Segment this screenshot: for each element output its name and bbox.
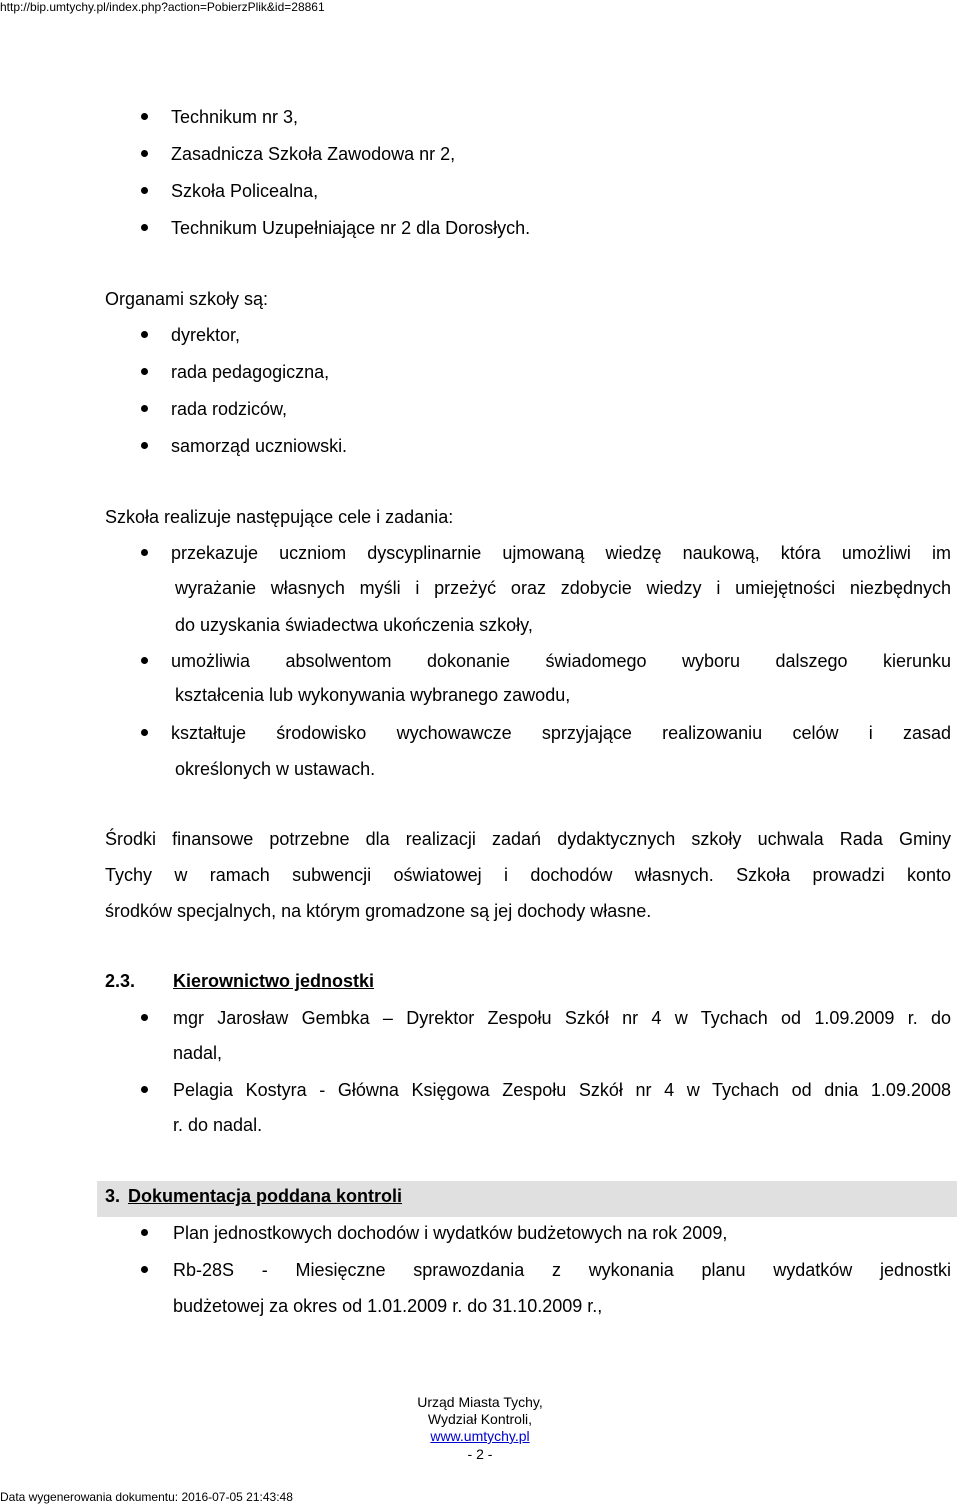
list-item: rada rodziców, — [171, 399, 288, 419]
finance-line: Środki finansowe potrzebne dla realizacji zadań dydaktycznych szkoły uchwala Rada Gminy — [105, 829, 951, 849]
bullet-icon — [141, 442, 148, 449]
management-line: Pelagia Kostyra - Główna Księgowa Zespołu Szkół nr 4 w Tychach od dnia 1.09.2008 — [173, 1080, 951, 1100]
goal-line: kształtuje środowisko wychowawcze sprzyjające realizowaniu celów i zasad — [171, 723, 951, 743]
list-item: samorząd uczniowski. — [171, 436, 348, 456]
bullet-icon — [141, 657, 148, 664]
bullet-icon — [141, 224, 148, 231]
bullet-icon — [141, 549, 148, 556]
document-item: budżetowej za okres od 1.01.2009 r. do 31.10.2009 r., — [173, 1296, 603, 1316]
list-item: Technikum nr 3, — [171, 107, 299, 127]
footer-website-link[interactable]: www.umtychy.pl — [430, 1428, 530, 1444]
footer-link-row — [0, 1428, 960, 1445]
footer-org: Urząd Miasta Tychy, — [417, 1394, 543, 1410]
bullet-icon — [141, 1229, 148, 1236]
bullet-icon — [141, 368, 148, 375]
finance-line: Tychy w ramach subwencji oświatowej i dochodów własnych. Szkoła prowadzi konto — [105, 865, 951, 885]
bullet-icon — [141, 1266, 148, 1273]
section-number: 3. — [105, 1186, 121, 1206]
page-number: - 2 - — [467, 1446, 493, 1462]
list-item: Zasadnicza Szkoła Zawodowa nr 2, — [171, 144, 456, 164]
bullet-icon — [141, 331, 148, 338]
organs-intro: Organami szkoły są: — [105, 289, 269, 309]
list-item: rada pedagogiczna, — [171, 362, 330, 382]
goal-line: do uzyskania świadectwa ukończenia szkoły, — [175, 615, 533, 635]
finance-line: środków specjalnych, na którym gromadzone są jej dochody własne. — [105, 901, 652, 921]
list-item: dyrektor, — [171, 325, 241, 345]
section-title: Dokumentacja poddana kontroli — [128, 1186, 403, 1206]
goal-line: kształcenia lub wykonywania wybranego zawodu, — [175, 685, 571, 705]
bullet-icon — [141, 187, 148, 194]
document-item: Plan jednostkowych dochodów i wydatków budżetowych na rok 2009, — [173, 1223, 728, 1243]
goal-line: umożliwia absolwentom dokonanie świadomego wyboru dalszego kierunku — [171, 651, 951, 671]
document-url: http://bip.umtychy.pl/index.php?action=PobierzPlik&id=28861 — [0, 0, 325, 14]
list-item: Szkoła Policealna, — [171, 181, 319, 201]
goals-intro: Szkoła realizuje następujące cele i zadania: — [105, 507, 454, 527]
footer-dept: Wydział Kontroli, — [427, 1411, 533, 1427]
management-line: r. do nadal. — [173, 1115, 263, 1135]
bullet-icon — [141, 1014, 148, 1021]
bullet-icon — [141, 1086, 148, 1093]
management-line: nadal, — [173, 1043, 223, 1063]
list-item: Technikum Uzupełniające nr 2 dla Dorosłych. — [171, 218, 531, 238]
document-item: Rb-28S - Miesięczne sprawozdania z wykonania planu wydatków jednostki — [173, 1260, 951, 1280]
generation-date: Data wygenerowania dokumentu: 2016-07-05 21:43:48 — [0, 1490, 293, 1504]
section-number: 2.3. — [105, 971, 136, 991]
bullet-icon — [141, 405, 148, 412]
bullet-icon — [141, 113, 148, 120]
management-line: mgr Jarosław Gembka – Dyrektor Zespołu Szkół nr 4 w Tychach od 1.09.2009 r. do — [173, 1008, 951, 1028]
bullet-icon — [141, 729, 148, 736]
goal-line: przekazuje uczniom dyscyplinarnie ujmowaną wiedzę naukową, która umożliwi im — [171, 543, 951, 563]
bullet-icon — [141, 150, 148, 157]
goal-line: określonych w ustawach. — [175, 759, 376, 779]
goal-line: wyrażanie własnych myśli i przeżyć oraz zdobycie wiedzy i umiejętności niezbędnych — [175, 578, 951, 598]
section-title: Kierownictwo jednostki — [173, 971, 375, 991]
